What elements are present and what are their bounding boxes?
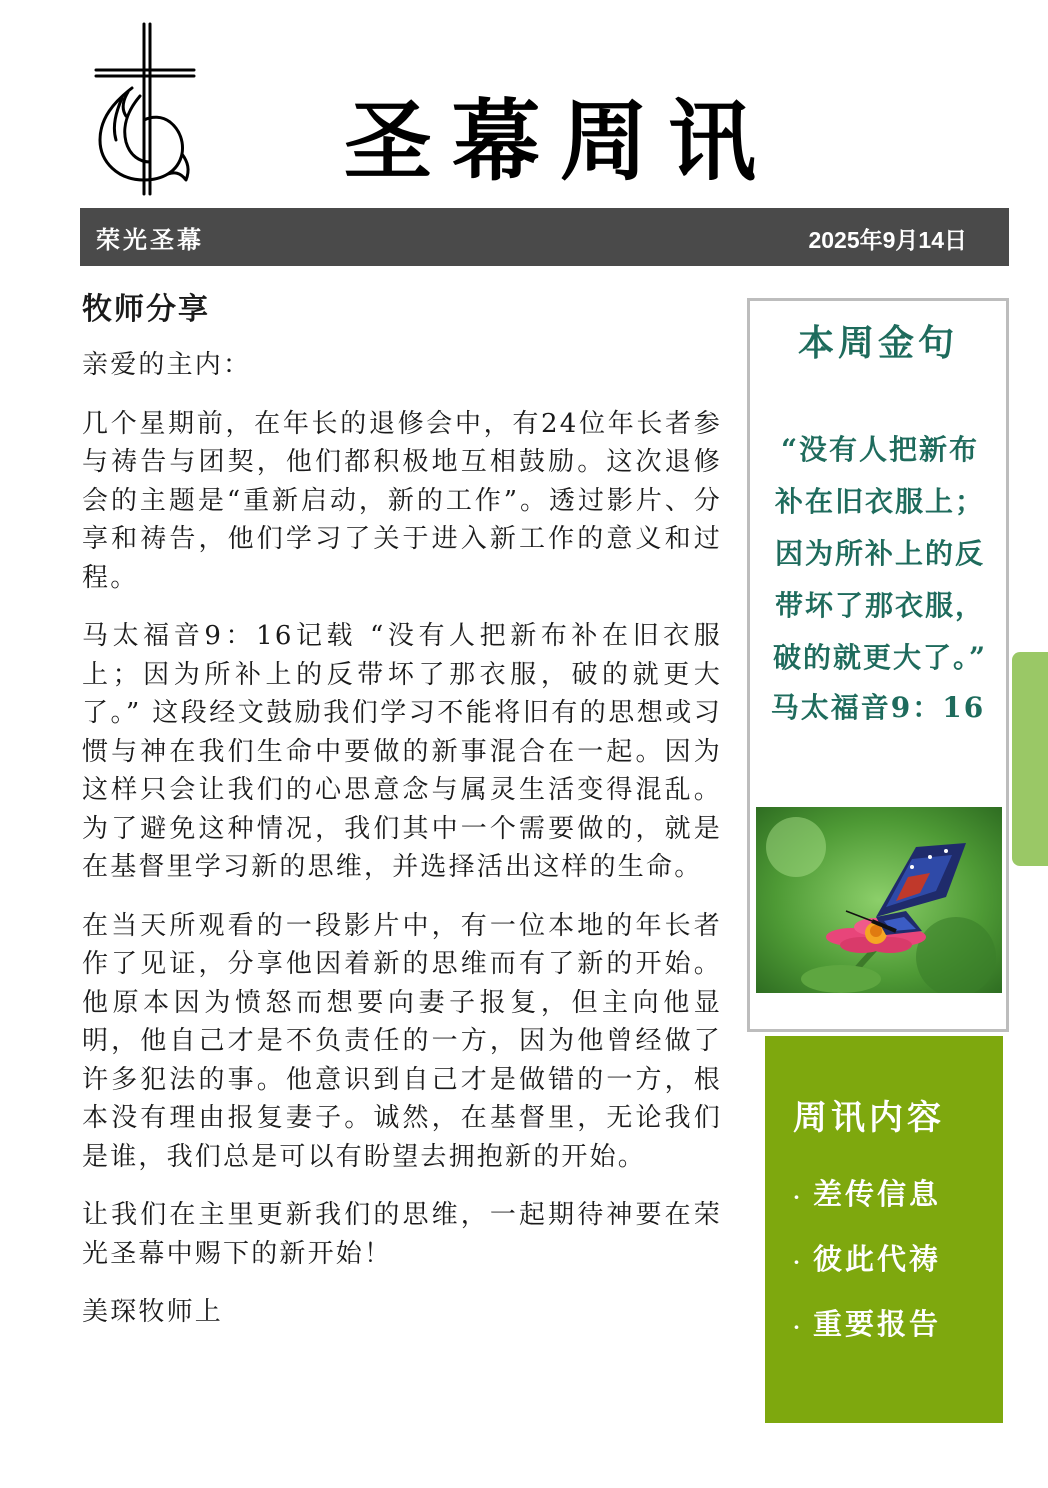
header-bar: [80, 208, 1009, 266]
bullet-icon: ·: [793, 1185, 803, 1209]
article-heading: 牧师分享: [82, 292, 210, 327]
church-name: 荣光圣幕: [96, 226, 204, 254]
newsletter-title: 圣幕周讯: [343, 89, 776, 193]
bullet-icon: ·: [793, 1250, 803, 1274]
verse-title: 本周金句: [797, 323, 958, 364]
weekly-verse-box: [747, 298, 1009, 1032]
contents-panel: [765, 1036, 1003, 1423]
contents-item: [793, 1293, 1003, 1358]
article-paragraph: 亲爱的主内：: [82, 350, 252, 380]
contents-list: [793, 1163, 1003, 1358]
butterfly-image: [756, 807, 1002, 993]
verse-reference: 马太福音9：16: [770, 691, 986, 724]
article-paragraph: 几个星期前，在年长的退修会中，有24位年长者参与祷告与团契，他们都积极地互相鼓励。这次退修会的主题是“重新启动，新的工作”。透过影片、分享和祷告，他们学习了关于进入新工作的意义和过程。: [82, 408, 722, 593]
article-signature: 美琛牧师上: [82, 1297, 224, 1327]
issue-date: 2025年9月14日: [808, 227, 967, 253]
side-tab: [1012, 652, 1048, 866]
verse-text: “没有人把新布补在旧衣服上；因为所补上的反带坏了那衣服，破的就更大了。”: [772, 433, 988, 674]
article-paragraph: 在当天所观看的一段影片中，有一位本地的年长者作了见证，分享他因着新的思维而有了新的开始。他原本因为愤怒而想要向妻子报复，但主向他显明，他自己才是不负责任的一方，因为他曾经做了许多犯法的事。他意识到自己才是做错的一方，根本没有理由报复妻子。诚然，在基督里，无论我们是谁，我们总是可以有盼望去拥抱新的开始。: [82, 910, 722, 1172]
contents-title: 周讯内容: [793, 1098, 945, 1138]
article-paragraph: 马太福音9：16记载 “没有人把新布补在旧衣服上；因为所补上的反带坏了那衣服，破的就更大了。” 这段经文鼓励我们学习不能将旧有的思想或习惯与神在我们生命中要做的新事混合在一起。因为这样只会让我们的心思意念与属灵生活变得混乱。为了避免这种情况，我们其中一个需要做的，就是在基督里学习新的思维，并选择活出这样的生命。: [82, 621, 722, 882]
cross-flame-icon: [92, 22, 198, 198]
contents-item: [793, 1228, 1003, 1293]
bullet-icon: ·: [793, 1315, 803, 1339]
pastor-sharing-article: [82, 284, 722, 1352]
contents-item-label: 差传信息: [812, 1177, 941, 1211]
contents-item-label: 重要报告: [812, 1307, 941, 1341]
contents-item: [793, 1163, 1003, 1228]
article-paragraph: 让我们在主里更新我们的思维，一起期待神要在荣光圣幕中赐下的新开始！: [82, 1200, 722, 1269]
contents-item-label: 彼此代祷: [812, 1242, 941, 1276]
